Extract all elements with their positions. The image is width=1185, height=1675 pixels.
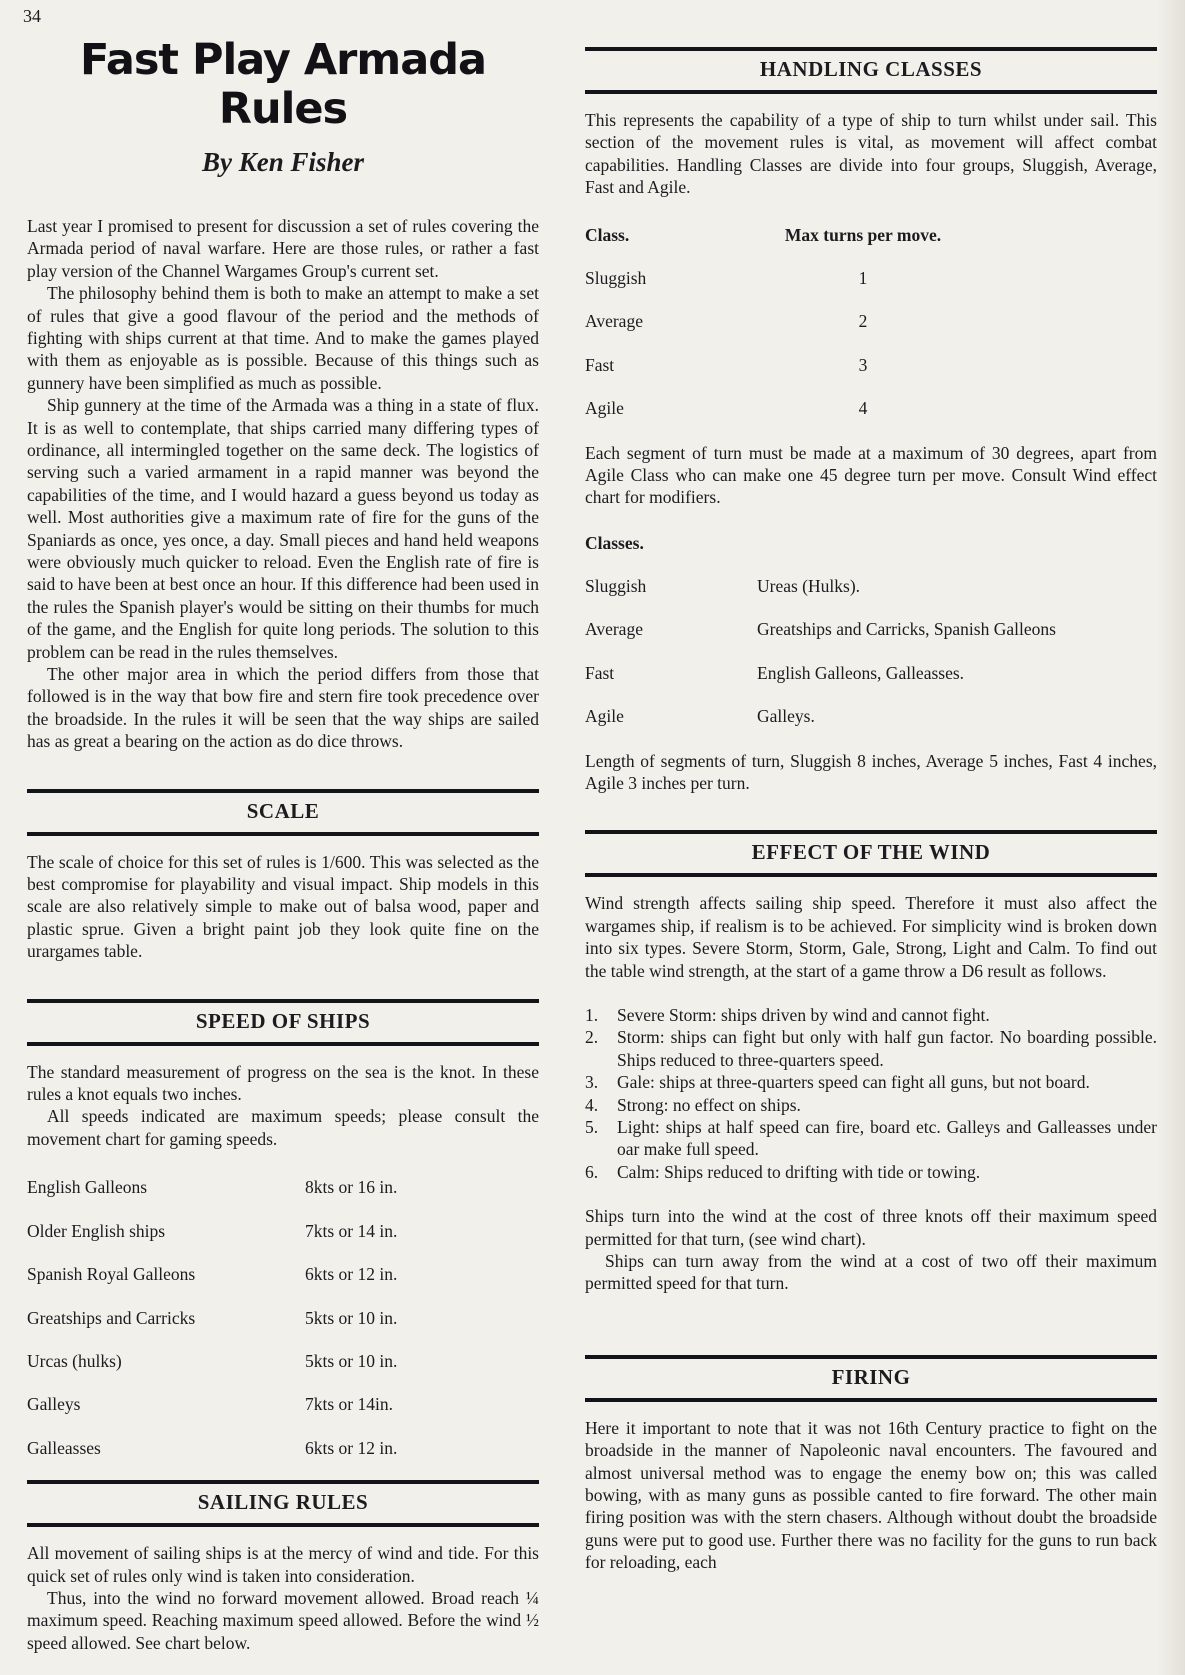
classes-label: Classes. [585,532,644,553]
speed-paragraph: The standard measurement of progress on the sea is the knot. In these rules a knot equals two inches. [27,1061,539,1105]
table-row [585,267,1157,289]
article-title: Fast Play Armada Rules [79,35,487,135]
wind-turn-paragraph: Ships turn into the wind at the cost of three knots off their maximum speed permitted for that turn, (see wind chart). [585,1206,1157,1249]
intro-paragraph: The philosophy behind them is both to make an attempt to make a set of rules that give a good flavour of the period and the methods of fighting with ships current at that time. And to make the games played with them as enjoyable as is possible. Because of this things such as gunnery have been simplified as much as possible. [27,283,539,393]
table-row [585,618,1157,640]
wind-types-list [585,1004,1157,1183]
intro-paragraph: Ship gunnery at the time of the Armada was a thing in a state of flux. It is as well to contemplate, that ships carried many differing types of ordinance, all intermingled together on the same deck. The logistics of serving such a varied armament in a rapid manner was beyond the capabilities of the time, and I would hazard a guess beyond us today as well. Most authorities give a maximum rate of fire for the guns of the Spaniards as once, yes once, a day. Small pieces and hand held weapons were obviously much quicker to reload. Even the English rate of fire is said to have been at best once an hour. If this difference had been used in the rules the Spanish player's would be sitting on their thumbs for much of the game, and the English for quite long periods. The solution to this problem can be read in the rules themselves. [27,395,539,662]
list-text: Light: ships at half speed can fire, board etc. Galleys and Galleasses under oar make full speed. [617,1116,1157,1160]
ship-speed-table [27,1176,539,1459]
list-text: Severe Storm: ships driven by wind and cannot fight. [617,1004,990,1025]
class-name: Sluggish [585,268,647,289]
turns-table [585,224,1157,420]
ship-type: Galleasses [27,1437,101,1458]
table-row [27,1350,539,1372]
ship-speed: 6kts or 12 in. [305,1437,398,1458]
ship-type: Greatships and Carricks [27,1307,196,1328]
list-text: Gale: ships at three-quarters speed can fight all guns, but not board. [617,1072,1090,1093]
list-text: Strong: no effect on ships. [617,1094,801,1115]
firing-paragraph: Here it important to note that it was not 16th Century practice to fight on the broadside in the manner of Napoleonic naval encounters. The favoured and almost universal method was to engage the enemy bow on; this was called bowing, with as many guns as possible canted to fire forward. The other main firing position was with the stern chasers. Although without doubt the broadside guns were put to good use. Further there was no facility for the guns to run back for reloading, each [585,1417,1157,1573]
class-ships: Greatships and Carricks, Spanish Galleons [757,619,1056,640]
list-text: Calm: Ships reduced to drifting with tide or towing. [617,1161,981,1182]
left-column [27,0,539,1654]
wind-turn-paragraph: Ships can turn away from the wind at a cost of two off their maximum permitted speed for that turn. [585,1251,1157,1294]
class-name: Fast [585,662,615,683]
intro-paragraph: Last year I promised to present for discussion a set of rules covering the Armada period of naval warfare. Here are those rules, or rather a fast play version of the Channel Wargames Group's current set. [27,215,539,281]
ship-type: Older English ships [27,1220,166,1241]
scale-heading: SCALE [27,789,539,836]
table-row [27,1393,539,1415]
table-row [27,1220,539,1242]
segment-length-paragraph: Length of segments of turn, Sluggish 8 inches, Average 5 inches, Fast 4 inches, Agile 3 inches per turn. [585,750,1157,793]
class-column-header: Class. [585,224,630,245]
classes-table [585,575,1157,728]
list-text: Storm: ships can fight but only with half gun factor. No boarding possible. Ships reduced to three-quarters speed. [617,1027,1157,1070]
scale-paragraph: The scale of choice for this set of rules is 1/600. This was selected as the best compromise for playability and visual impact. Ship models in this scale are also relatively simple to make out of balsa wood, paper and plastic sprue. Given a bright paint job they look quite fine on the urargames table. [27,851,539,962]
page-number: 34 [23,6,41,26]
table-row [27,1263,539,1285]
firing-heading: FIRING [585,1355,1157,1402]
table-row [585,354,1157,376]
ship-speed: 8kts or 16 in. [305,1177,398,1198]
table-row [585,397,1157,419]
table-row [585,310,1157,332]
class-ships: Ureas (Hulks). [757,575,861,596]
ship-type: Galleys [27,1394,81,1415]
ship-speed: 5kts or 10 in. [305,1350,398,1371]
effect-of-wind-heading: EFFECT OF THE WIND [585,830,1157,877]
class-name: Agile [585,398,624,419]
article-byline: By Ken Fisher [201,146,365,177]
class-ships: English Galleons, Galleasses. [757,662,965,683]
ship-speed: 7kts or 14 in. [305,1220,398,1241]
wind-intro-paragraph: Wind strength affects sailing ship speed. Therefore it must also affect the wargames ship, if realism is to be achieved. For simplicity wind is broken down into six types. Severe Storm, Storm, Gale, Strong, Light and Calm. To find out the table wind strength, at the start of a game throw a D6 result as follows. [585,893,1157,981]
ship-speed: 7kts or 14in. [305,1394,393,1415]
turns-column-header: Max turns per move. [784,224,942,245]
list-item [585,1026,1157,1071]
intro-paragraph: The other major area in which the period differs from those that followed is in the way that bow fire and stern fire took precedence over the broadside. In the rules it will be seen that the way ships are sailed has as great a bearing on the action as do dice throws. [27,664,539,752]
list-number: 4. [585,1094,599,1115]
table-row [585,662,1157,684]
ship-speed: 6kts or 12 in. [305,1264,398,1285]
max-turns: 4 [858,398,868,419]
speed-of-ships-heading: SPEED OF SHIPS [27,999,539,1046]
speed-paragraph: All speeds indicated are maximum speeds; please consult the movement chart for gaming speeds. [27,1106,539,1149]
list-number: 1. [585,1004,599,1025]
list-item [585,1094,1157,1116]
class-name: Fast [585,354,615,375]
class-ships: Galleys. [757,706,815,727]
ship-type: Spanish Royal Galleons [27,1264,196,1285]
max-turns: 3 [858,354,868,375]
table-row [27,1307,539,1329]
list-item [585,1161,1157,1183]
table-row [27,1176,539,1198]
sailing-paragraph: All movement of sailing ships is at the mercy of wind and tide. For this quick set of rules only wind is taken into consideration. [27,1543,539,1586]
list-number: 2. [585,1027,599,1048]
sailing-paragraph: Thus, into the wind no forward movement allowed. Broad reach ¼ maximum speed. Reaching maximum speed allowed. Before the wind ½ speed allowed. See chart below. [27,1587,539,1653]
list-number: 6. [585,1161,599,1182]
class-name: Agile [585,706,624,727]
table-row [585,705,1157,727]
handling-intro-paragraph: This represents the capability of a type of ship to turn whilst under sail. This section of the movement rules is vital, as movement will affect combat capabilities. Handling Classes are divide into four groups, Sluggish, Average, Fast and Agile. [585,110,1157,198]
table-row [27,1437,539,1459]
class-name: Average [585,619,643,640]
table-header-row [585,224,1157,246]
class-name: Average [585,311,643,332]
ship-speed: 5kts or 10 in. [305,1307,398,1328]
handling-classes-heading: HANDLING CLASSES [585,47,1157,94]
list-item [585,1071,1157,1093]
ship-type: English Galleons [27,1177,148,1198]
segment-note-paragraph: Each segment of turn must be made at a maximum of 30 degrees, apart from Agile Class who can make one 45 degree turn per move. Consult Wind effect chart for modifiers. [585,442,1157,508]
ship-type: Urcas (hulks) [27,1350,122,1371]
table-row [585,575,1157,597]
right-column [585,0,1157,1574]
max-turns: 2 [858,311,868,332]
class-name: Sluggish [585,575,647,596]
sailing-rules-heading: SAILING RULES [27,1480,539,1527]
max-turns: 1 [858,268,868,289]
list-item [585,1004,1157,1026]
list-item [585,1116,1157,1161]
list-number: 3. [585,1072,599,1093]
list-number: 5. [585,1116,599,1137]
